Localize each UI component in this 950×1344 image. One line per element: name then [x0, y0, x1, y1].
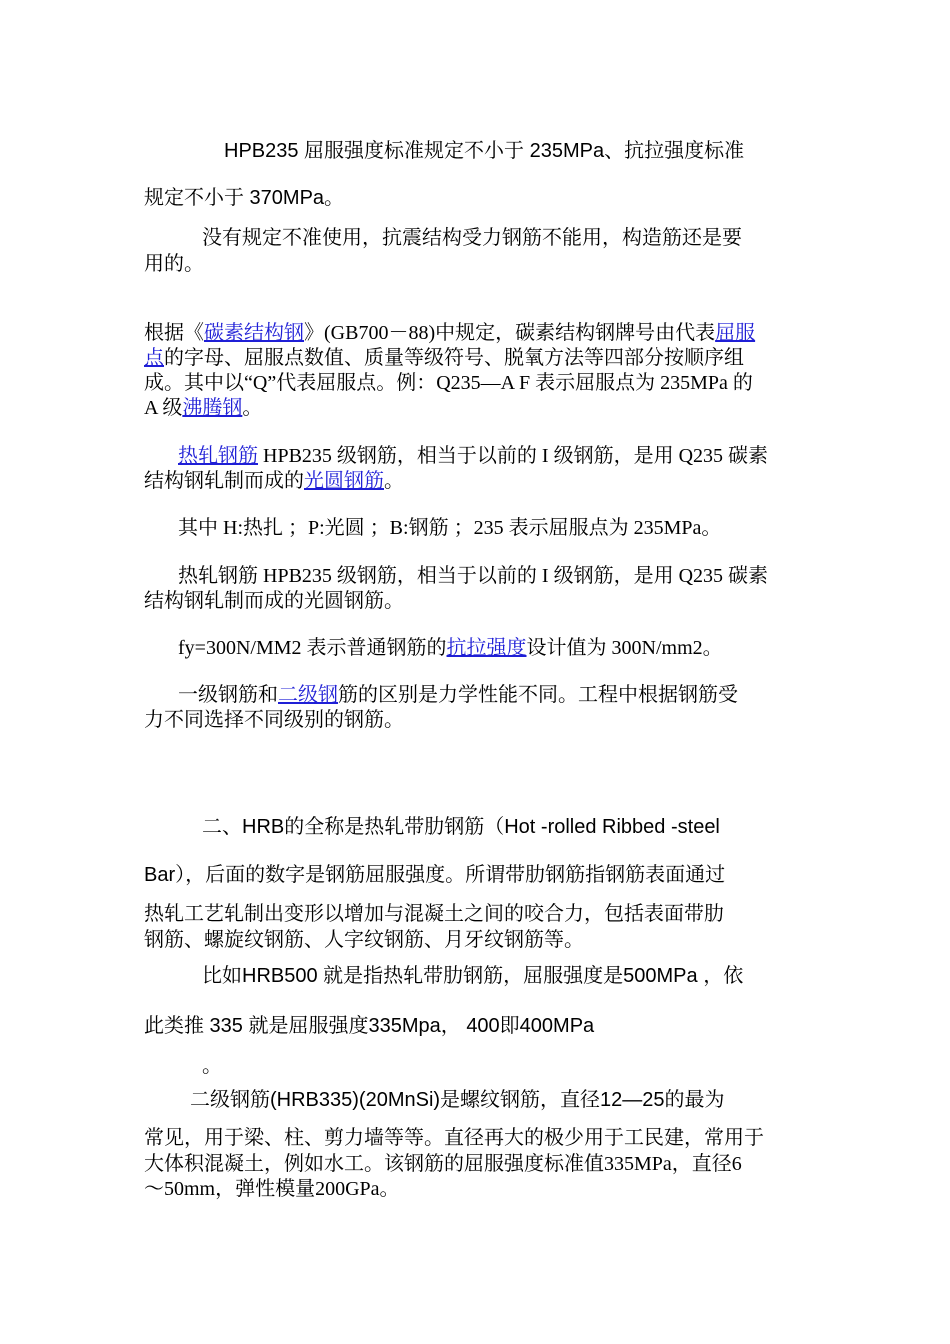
paragraph-hrb335-line-3: 大体积混凝土，例如水工。该钢筋的屈服强度标准值335MPa，直径6	[144, 1153, 742, 1175]
paragraph-hrb500-line-2: 此类推 335 就是屈服强度335Mpa， 400即400MPa	[144, 1015, 595, 1037]
text-segment: 。	[384, 470, 404, 492]
paragraph-hot-rolled-line-1	[178, 444, 768, 468]
text-segment: 结构钢轧制而成的	[144, 470, 304, 492]
paragraph-hrb500-line-1: 比如HRB500 就是指热轧带肋钢筋，屈服强度是500MPa ，依	[202, 965, 744, 987]
paragraph-hrb500-line-3: 。	[202, 1055, 222, 1077]
paragraph-hpb235-line-2: 规定不小于 370MPa。	[144, 187, 345, 209]
paragraph-hot-rolled-repeat-line-1: 热轧钢筋 HPB235 级钢筋，相当于以前的 I 级钢筋，是用 Q235 碳素	[178, 565, 769, 587]
paragraph-gb700-line-4	[144, 396, 262, 420]
paragraph-hrb-line-1: 二、HRB的全称是热轧带肋钢筋（Hot -rolled Ribbed -steel	[202, 816, 720, 838]
text-segment: 一级钢筋和	[178, 684, 278, 706]
text-segment: 。	[242, 397, 263, 419]
paragraph-hpb235-line-1: HPB235 屈服强度标准规定不小于 235MPa、抗拉强度标准	[224, 140, 745, 162]
paragraph-usage-line-2: 用的。	[144, 253, 204, 275]
paragraph-hot-rolled-line-2	[144, 469, 404, 493]
link-tensile-strength[interactable]: 抗拉强度	[446, 637, 527, 659]
link-hot-rolled-rebar[interactable]: 热轧钢筋	[178, 445, 258, 467]
link-carbon-structural-steel[interactable]: 碳素结构钢	[204, 322, 304, 344]
link-grade-two-steel[interactable]: 二级钢	[278, 684, 338, 706]
paragraph-fy	[178, 636, 723, 660]
paragraph-hrb-line-3: 热轧工艺轧制出变形以增加与混凝土之间的咬合力，包括表面带肋	[144, 903, 724, 925]
paragraph-hrb-line-2: Bar），后面的数字是钢筋屈服强度。所谓带肋钢筋指钢筋表面通过	[144, 864, 726, 886]
link-yield-point-cont[interactable]: 点	[144, 347, 164, 369]
paragraph-hrb335-line-1: 二级钢筋(HRB335)(20MnSi)是螺纹钢筋，直径12—25的最为	[190, 1089, 725, 1111]
link-plain-round-bar[interactable]: 光圆钢筋	[304, 470, 384, 492]
text-segment: HPB235 级钢筋，相当于以前的 I 级钢筋，是用 Q235 碳素	[258, 445, 769, 467]
text-segment: 筋的区别是力学性能不同。工程中根据钢筋受	[338, 684, 738, 706]
paragraph-hot-rolled-repeat-line-2: 结构钢轧制而成的光圆钢筋。	[144, 590, 404, 612]
paragraph-gb700-line-1	[144, 321, 755, 345]
paragraph-hrb335-line-4: ～50mm，弹性模量200GPa。	[144, 1178, 400, 1200]
text-segment: 设计值为 300N/mm2。	[526, 637, 723, 659]
link-rimmed-steel[interactable]: 沸腾钢	[182, 397, 243, 419]
paragraph-grade-difference-line-1	[178, 683, 738, 707]
paragraph-gb700-line-2	[144, 346, 744, 370]
paragraph-hrb335-line-2: 常见，用于梁、柱、剪力墙等等。直径再大的极少用于工民建，常用于	[144, 1127, 764, 1149]
paragraph-grade-difference-line-2: 力不同选择不同级别的钢筋。	[144, 709, 404, 731]
text-segment: 》(GB700－88)中规定，碳素结构钢牌号由代表	[304, 322, 716, 344]
paragraph-hrb-line-4: 钢筋、螺旋纹钢筋、人字纹钢筋、月牙纹钢筋等。	[144, 929, 584, 951]
text-segment: A 级	[144, 397, 183, 419]
text-segment: 根据《	[144, 322, 204, 344]
paragraph-usage-line-1: 没有规定不准使用，抗震结构受力钢筋不能用，构造筋还是要	[202, 227, 742, 249]
paragraph-gb700-line-3: 成。其中以“Q”代表屈服点。例：Q235—A F 表示屈服点为 235MPa 的	[144, 372, 753, 394]
paragraph-hpb-meaning: 其中 H:热扎 ；P:光圆 ；B:钢筋 ；235 表示屈服点为 235MPa。	[178, 517, 722, 539]
text-segment: 的字母、屈服点数值、质量等级符号、脱氧方法等四部分按顺序组	[164, 347, 744, 369]
link-yield-point[interactable]: 屈服	[715, 322, 756, 344]
text-segment: fy=300N/MM2 表示普通钢筋的	[178, 637, 447, 659]
